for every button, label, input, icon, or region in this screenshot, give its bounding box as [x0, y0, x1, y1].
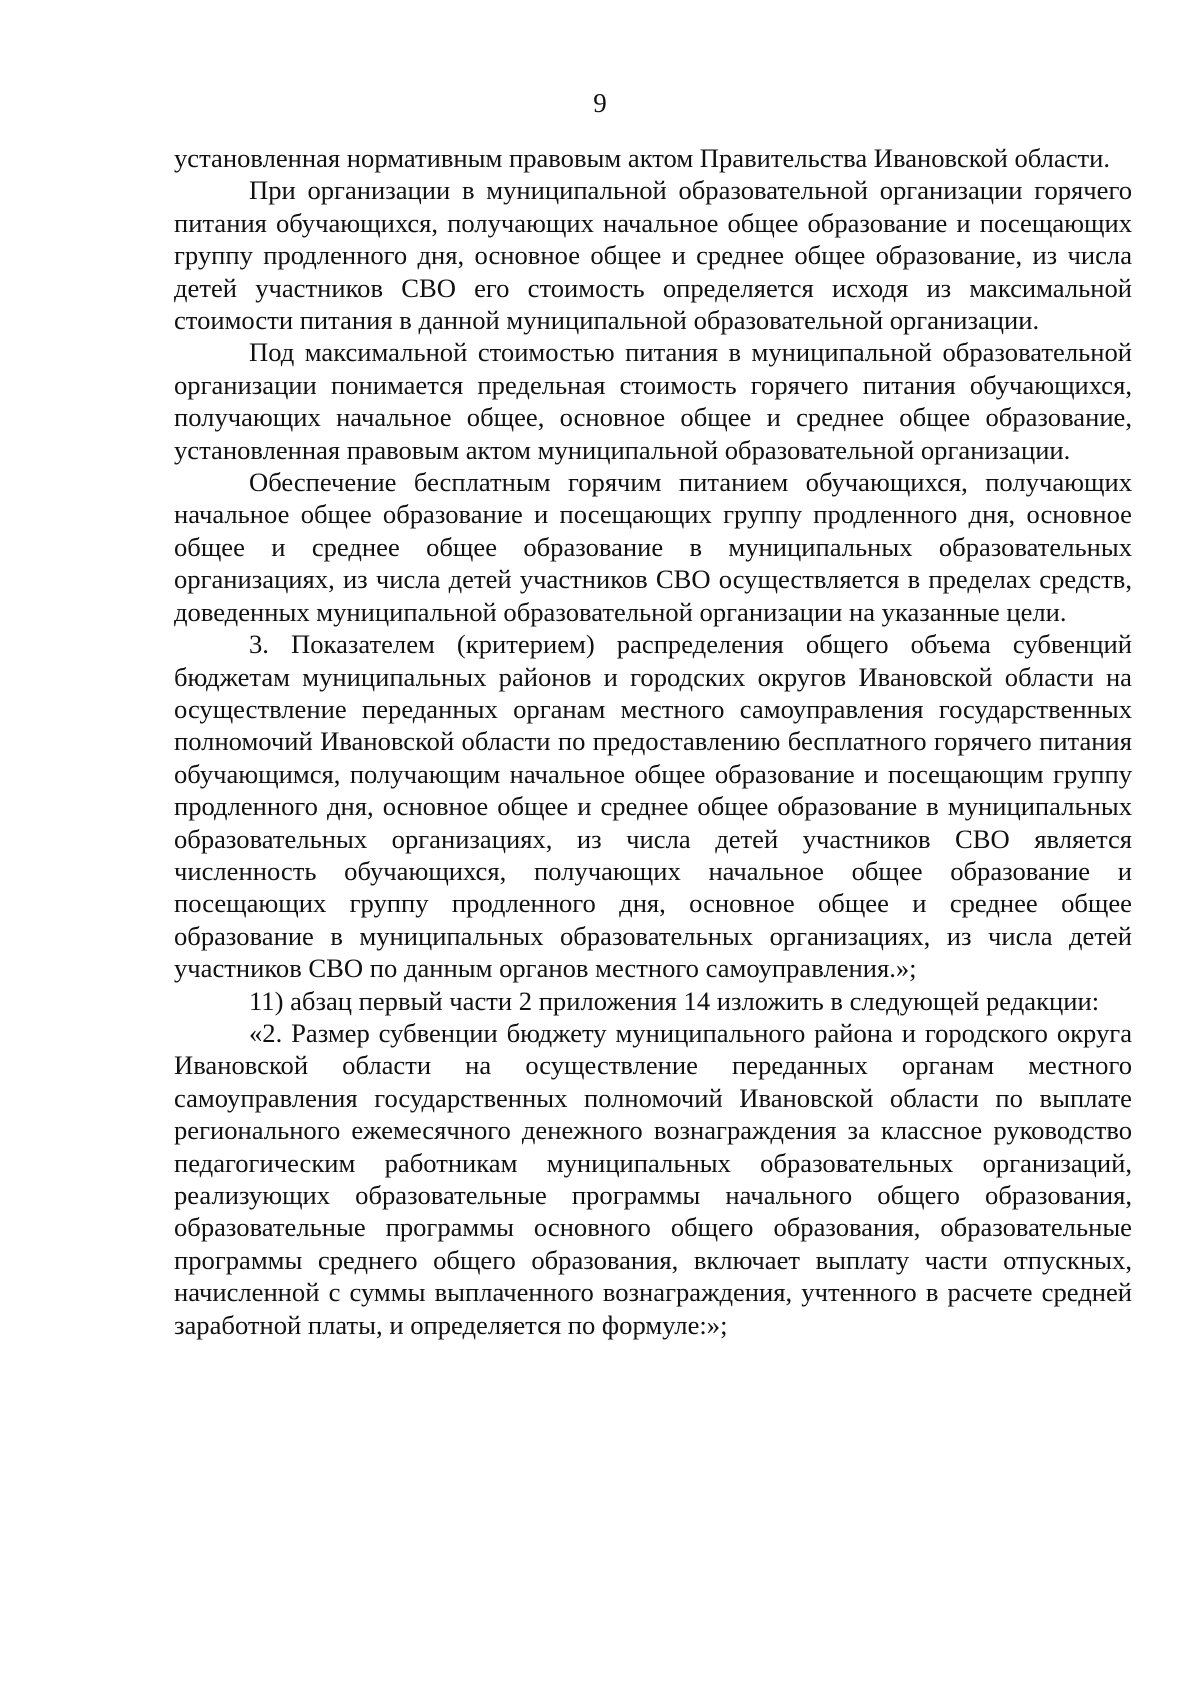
paragraph: Под максимальной стоимостью питания в муниципальной образовательной организации понимается предельная стоимость горячего питания обучающихся, получающих начальное общее, основное общее и среднее общее образование, установленная правовым актом муниципальной образовательной организации. — [174, 337, 1132, 465]
document-body — [174, 142, 1132, 1341]
paragraph: Обеспечение бесплатным горячим питанием обучающихся, получающих начальное общее образование и посещающих группу продленного дня, основное общее и среднее общее образование в муниципальных образовательных организациях, из числа детей участников СВО осуществляется в пределах средств, доведенных муниципальной образовательной организации на указанные цели. — [174, 467, 1132, 627]
paragraph: При организации в муниципальной образовательной организации горячего питания обучающихся, получающих начальное общее образование и посещающих группу продленного дня, основное общее и среднее общее образование, из числа детей участников СВО его стоимость определяется исходя из максимальной стоимости питания в данной муниципальной образовательной организации. — [174, 175, 1132, 336]
paragraph: установленная нормативным правовым актом Правительства Ивановской области. — [174, 143, 1111, 173]
paragraph: «2. Размер субвенции бюджету муниципального района и городского округа Ивановской области на осуществление переданных органам местного самоуправления государственных полномочий Ивановской области по выплате регионального ежемесячного денежного вознаграждения за классное руководство педагогическим работникам муниципальных образовательных организаций, реализующих образовательные программы начального общего образования, образовательные программы основного общего образования, образовательные программы среднего общего образования, включает выплату части отпускных, начисленной с суммы выплаченного вознаграждения, учтенного в расчете средней заработной платы, и определяется по формуле:»; — [174, 1017, 1132, 1340]
paragraph: 11) абзац первый части 2 приложения 14 изложить в следующей редакции: — [249, 985, 1100, 1016]
paragraph: 3. Показателем (критерием) распределения общего объема субвенций бюджетам муниципальных районов и городских округов Ивановской области на осуществление переданных органам местного самоуправления государственных полномочий Ивановской области по предоставлению бесплатного горячего питания обучающимся, получающим начальное общее образование и посещающим группу продленного дня, основное общее и среднее общее образование в муниципальных образовательных организациях, из числа детей участников СВО является численность обучающихся, получающих начальное общее образование и посещающих группу продленного дня, основное общее и среднее общее образование в муниципальных образовательных организациях, из числа детей участников СВО по данным органов местного самоуправления.»; — [174, 629, 1132, 984]
page-number: 9 — [593, 88, 607, 118]
